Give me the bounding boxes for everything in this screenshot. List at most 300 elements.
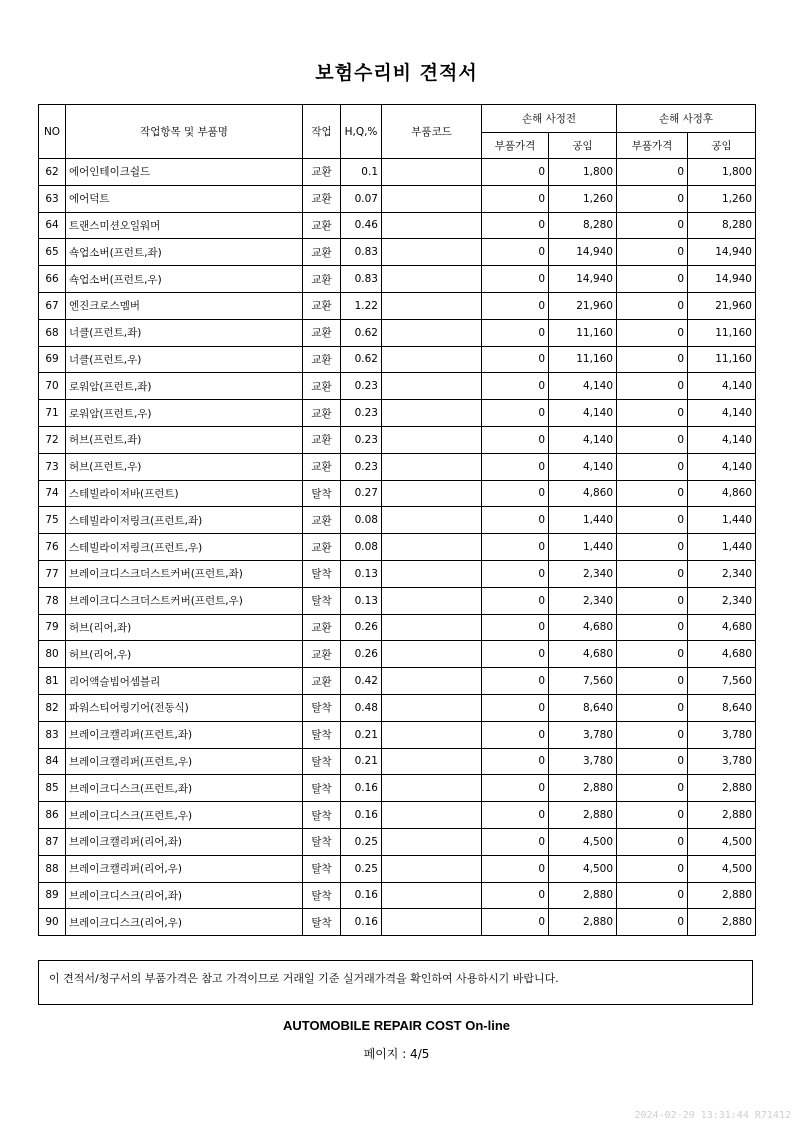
row-before-labor: 4,680: [549, 614, 617, 641]
row-after-part-price: 0: [617, 587, 688, 614]
row-part-code: [382, 480, 482, 507]
row-before-labor: 8,280: [549, 212, 617, 239]
table-row: [39, 534, 756, 561]
row-item-name: 브레이크캘리퍼(프런트,좌): [66, 721, 303, 748]
table-row: [39, 507, 756, 534]
row-work-type: 탈착: [303, 882, 341, 909]
header-row-top: [39, 105, 756, 133]
row-before-part-price: 0: [482, 828, 549, 855]
row-after-labor: 4,140: [688, 373, 756, 400]
row-no: 89: [39, 882, 66, 909]
row-after-labor: 3,780: [688, 721, 756, 748]
row-after-labor: 2,880: [688, 775, 756, 802]
row-after-part-price: 0: [617, 159, 688, 186]
row-item-name: 에어인테이크쉴드: [66, 159, 303, 186]
row-no: 73: [39, 453, 66, 480]
row-item-name: 허브(리어,우): [66, 641, 303, 668]
row-part-code: [382, 346, 482, 373]
row-item-name: 스테빌라이저바(프런트): [66, 480, 303, 507]
row-after-labor: 3,780: [688, 748, 756, 775]
row-work-type: 교환: [303, 212, 341, 239]
row-part-code: [382, 373, 482, 400]
row-before-part-price: 0: [482, 346, 549, 373]
row-after-part-price: 0: [617, 882, 688, 909]
row-after-part-price: 0: [617, 614, 688, 641]
row-before-labor: 2,880: [549, 775, 617, 802]
row-after-part-price: 0: [617, 453, 688, 480]
row-no: 66: [39, 266, 66, 293]
row-work-type: 탈착: [303, 480, 341, 507]
row-after-part-price: 0: [617, 426, 688, 453]
row-before-labor: 1,440: [549, 507, 617, 534]
row-before-labor: 4,500: [549, 855, 617, 882]
row-item-name: 브레이크디스크(프런트,좌): [66, 775, 303, 802]
row-after-labor: 1,440: [688, 534, 756, 561]
header-hq: H,Q,%: [341, 105, 382, 159]
row-item-name: 에어덕트: [66, 185, 303, 212]
row-before-labor: 2,340: [549, 560, 617, 587]
table-row: [39, 775, 756, 802]
row-work-type: 교환: [303, 373, 341, 400]
row-before-part-price: 0: [482, 453, 549, 480]
row-before-part-price: 0: [482, 400, 549, 427]
row-no: 85: [39, 775, 66, 802]
row-before-labor: 3,780: [549, 748, 617, 775]
row-before-part-price: 0: [482, 212, 549, 239]
row-after-part-price: 0: [617, 507, 688, 534]
row-item-name: 브레이크캘리퍼(리어,좌): [66, 828, 303, 855]
row-after-labor: 4,500: [688, 828, 756, 855]
row-hq: 0.23: [341, 373, 382, 400]
row-before-part-price: 0: [482, 507, 549, 534]
row-part-code: [382, 828, 482, 855]
row-hq: 0.23: [341, 400, 382, 427]
table-row: [39, 319, 756, 346]
row-after-part-price: 0: [617, 855, 688, 882]
row-after-labor: 7,560: [688, 668, 756, 695]
row-hq: 0.21: [341, 748, 382, 775]
row-before-part-price: 0: [482, 614, 549, 641]
table-row: [39, 426, 756, 453]
row-after-labor: 2,340: [688, 587, 756, 614]
header-no: NO: [39, 105, 66, 159]
row-part-code: [382, 694, 482, 721]
row-no: 88: [39, 855, 66, 882]
row-hq: 1.22: [341, 292, 382, 319]
row-after-part-price: 0: [617, 775, 688, 802]
row-hq: 0.83: [341, 239, 382, 266]
row-before-labor: 4,500: [549, 828, 617, 855]
table-row: [39, 400, 756, 427]
row-after-part-price: 0: [617, 828, 688, 855]
table-row: [39, 373, 756, 400]
row-part-code: [382, 400, 482, 427]
row-before-part-price: 0: [482, 319, 549, 346]
row-work-type: 교환: [303, 346, 341, 373]
row-before-labor: 2,340: [549, 587, 617, 614]
row-part-code: [382, 641, 482, 668]
row-part-code: [382, 909, 482, 936]
row-before-labor: 4,140: [549, 453, 617, 480]
row-before-labor: 1,260: [549, 185, 617, 212]
table-row: [39, 828, 756, 855]
row-before-part-price: 0: [482, 266, 549, 293]
row-item-name: 허브(프런트,우): [66, 453, 303, 480]
row-after-labor: 4,680: [688, 641, 756, 668]
row-work-type: 탈착: [303, 587, 341, 614]
row-part-code: [382, 212, 482, 239]
row-no: 82: [39, 694, 66, 721]
row-item-name: 브레이크캘리퍼(리어,우): [66, 855, 303, 882]
row-work-type: 탈착: [303, 694, 341, 721]
table-row: [39, 560, 756, 587]
row-part-code: [382, 319, 482, 346]
row-work-type: 탈착: [303, 855, 341, 882]
row-work-type: 탈착: [303, 775, 341, 802]
row-before-labor: 7,560: [549, 668, 617, 695]
row-no: 76: [39, 534, 66, 561]
row-after-part-price: 0: [617, 212, 688, 239]
row-work-type: 교환: [303, 266, 341, 293]
row-before-part-price: 0: [482, 185, 549, 212]
header-work: 작업: [303, 105, 341, 159]
row-work-type: 탈착: [303, 560, 341, 587]
row-before-part-price: 0: [482, 159, 549, 186]
row-hq: 0.1: [341, 159, 382, 186]
table-row: [39, 694, 756, 721]
table-row: [39, 802, 756, 829]
row-after-labor: 2,880: [688, 909, 756, 936]
row-part-code: [382, 266, 482, 293]
row-before-labor: 2,880: [549, 909, 617, 936]
row-item-name: 브레이크디스크더스트커버(프런트,우): [66, 587, 303, 614]
row-no: 87: [39, 828, 66, 855]
row-after-part-price: 0: [617, 400, 688, 427]
row-before-labor: 14,940: [549, 239, 617, 266]
row-after-labor: 2,880: [688, 882, 756, 909]
row-part-code: [382, 587, 482, 614]
row-item-name: 파워스티어링기어(전동식): [66, 694, 303, 721]
row-before-labor: 4,680: [549, 641, 617, 668]
row-work-type: 교환: [303, 159, 341, 186]
row-hq: 0.07: [341, 185, 382, 212]
table-row: [39, 721, 756, 748]
row-after-labor: 8,640: [688, 694, 756, 721]
row-after-labor: 14,940: [688, 266, 756, 293]
row-no: 62: [39, 159, 66, 186]
table-row: [39, 641, 756, 668]
row-before-labor: 1,800: [549, 159, 617, 186]
row-after-part-price: 0: [617, 480, 688, 507]
row-work-type: 교환: [303, 292, 341, 319]
header-after-adjust: 손해 사정후: [617, 105, 756, 133]
row-no: 74: [39, 480, 66, 507]
row-after-part-price: 0: [617, 694, 688, 721]
row-after-labor: 14,940: [688, 239, 756, 266]
row-before-part-price: 0: [482, 802, 549, 829]
row-no: 72: [39, 426, 66, 453]
row-after-part-price: 0: [617, 346, 688, 373]
row-before-part-price: 0: [482, 909, 549, 936]
row-before-part-price: 0: [482, 694, 549, 721]
row-hq: 0.25: [341, 855, 382, 882]
header-item: 작업항목 및 부품명: [66, 105, 303, 159]
row-before-labor: 4,140: [549, 400, 617, 427]
row-work-type: 교환: [303, 641, 341, 668]
row-no: 71: [39, 400, 66, 427]
table-row: [39, 480, 756, 507]
table-row: [39, 587, 756, 614]
row-work-type: 교환: [303, 534, 341, 561]
table-row: [39, 239, 756, 266]
row-part-code: [382, 239, 482, 266]
row-part-code: [382, 507, 482, 534]
row-after-labor: 4,500: [688, 855, 756, 882]
row-item-name: 브레이크캘리퍼(프런트,우): [66, 748, 303, 775]
row-part-code: [382, 855, 482, 882]
row-after-labor: 4,140: [688, 453, 756, 480]
row-hq: 0.42: [341, 668, 382, 695]
row-hq: 0.16: [341, 775, 382, 802]
row-part-code: [382, 453, 482, 480]
row-item-name: 스테빌라이저링크(프런트,좌): [66, 507, 303, 534]
header-part-code: 부품코드: [382, 105, 482, 159]
row-hq: 0.21: [341, 721, 382, 748]
row-after-labor: 4,860: [688, 480, 756, 507]
row-part-code: [382, 721, 482, 748]
row-item-name: 허브(리어,좌): [66, 614, 303, 641]
row-no: 68: [39, 319, 66, 346]
row-item-name: 너클(프런트,좌): [66, 319, 303, 346]
repair-cost-table: [38, 104, 756, 936]
row-before-labor: 8,640: [549, 694, 617, 721]
document-title: 보험수리비 견적서: [315, 62, 478, 84]
row-item-name: 브레이크디스크(리어,우): [66, 909, 303, 936]
row-work-type: 교환: [303, 507, 341, 534]
row-before-part-price: 0: [482, 292, 549, 319]
row-before-part-price: 0: [482, 560, 549, 587]
row-after-labor: 4,680: [688, 614, 756, 641]
row-before-labor: 21,960: [549, 292, 617, 319]
price-notice: 이 견적서/청구서의 부품가격은 참고 가격이므로 거래일 기준 실거래가격을 확인하여 사용하시기 바랍니다.: [38, 960, 753, 1005]
row-no: 70: [39, 373, 66, 400]
row-no: 69: [39, 346, 66, 373]
row-no: 64: [39, 212, 66, 239]
row-work-type: 탈착: [303, 802, 341, 829]
row-hq: 0.27: [341, 480, 382, 507]
row-before-part-price: 0: [482, 721, 549, 748]
header-before-adjust: 손해 사정전: [482, 105, 617, 133]
row-before-part-price: 0: [482, 748, 549, 775]
row-before-part-price: 0: [482, 882, 549, 909]
row-no: 65: [39, 239, 66, 266]
row-no: 81: [39, 668, 66, 695]
row-part-code: [382, 159, 482, 186]
row-hq: 0.26: [341, 614, 382, 641]
row-work-type: 교환: [303, 453, 341, 480]
row-after-part-price: 0: [617, 185, 688, 212]
row-hq: 0.16: [341, 882, 382, 909]
header-after-part-price: 부품가격: [617, 133, 688, 159]
row-item-name: 너클(프런트,우): [66, 346, 303, 373]
row-after-part-price: 0: [617, 266, 688, 293]
header-after-labor: 공임: [688, 133, 756, 159]
row-after-part-price: 0: [617, 641, 688, 668]
row-hq: 0.23: [341, 426, 382, 453]
row-no: 75: [39, 507, 66, 534]
row-no: 80: [39, 641, 66, 668]
row-work-type: 탈착: [303, 909, 341, 936]
row-after-part-price: 0: [617, 292, 688, 319]
header-before-labor: 공임: [549, 133, 617, 159]
row-item-name: 브레이크디스크더스트커버(프런트,좌): [66, 560, 303, 587]
row-item-name: 브레이크디스크(프런트,우): [66, 802, 303, 829]
row-work-type: 교환: [303, 319, 341, 346]
table-row: [39, 668, 756, 695]
row-hq: 0.08: [341, 507, 382, 534]
row-before-labor: 2,880: [549, 882, 617, 909]
row-before-part-price: 0: [482, 480, 549, 507]
row-item-name: 쇽업소버(프런트,좌): [66, 239, 303, 266]
row-after-labor: 1,440: [688, 507, 756, 534]
row-before-part-price: 0: [482, 855, 549, 882]
table-row: [39, 159, 756, 186]
row-part-code: [382, 292, 482, 319]
table-row: [39, 212, 756, 239]
row-work-type: 교환: [303, 400, 341, 427]
row-after-labor: 21,960: [688, 292, 756, 319]
row-before-labor: 3,780: [549, 721, 617, 748]
table-row: [39, 185, 756, 212]
row-before-part-price: 0: [482, 668, 549, 695]
row-after-part-price: 0: [617, 239, 688, 266]
row-part-code: [382, 534, 482, 561]
row-hq: 0.62: [341, 319, 382, 346]
page-number: 페이지 : 4/5: [363, 1047, 430, 1061]
row-after-part-price: 0: [617, 721, 688, 748]
row-work-type: 교환: [303, 614, 341, 641]
row-after-part-price: 0: [617, 668, 688, 695]
row-item-name: 쇽업소버(프런트,우): [66, 266, 303, 293]
row-no: 79: [39, 614, 66, 641]
row-after-part-price: 0: [617, 909, 688, 936]
row-before-part-price: 0: [482, 641, 549, 668]
row-before-labor: 1,440: [549, 534, 617, 561]
row-before-labor: 14,940: [549, 266, 617, 293]
row-item-name: 트랜스미션오일워머: [66, 212, 303, 239]
row-work-type: 탈착: [303, 721, 341, 748]
row-no: 67: [39, 292, 66, 319]
row-before-labor: 11,160: [549, 319, 617, 346]
row-hq: 0.25: [341, 828, 382, 855]
table-row: [39, 292, 756, 319]
row-before-part-price: 0: [482, 587, 549, 614]
row-after-labor: 4,140: [688, 400, 756, 427]
row-work-type: 교환: [303, 426, 341, 453]
row-hq: 0.16: [341, 802, 382, 829]
row-item-name: 허브(프런트,좌): [66, 426, 303, 453]
table-row: [39, 614, 756, 641]
table-row: [39, 453, 756, 480]
row-hq: 0.13: [341, 587, 382, 614]
row-before-labor: 4,140: [549, 373, 617, 400]
row-after-labor: 2,880: [688, 802, 756, 829]
row-no: 84: [39, 748, 66, 775]
row-part-code: [382, 185, 482, 212]
header-before-part-price: 부품가격: [482, 133, 549, 159]
row-hq: 0.16: [341, 909, 382, 936]
table-row: [39, 346, 756, 373]
table-row: [39, 855, 756, 882]
row-hq: 0.46: [341, 212, 382, 239]
row-hq: 0.48: [341, 694, 382, 721]
row-no: 78: [39, 587, 66, 614]
row-hq: 0.23: [341, 453, 382, 480]
row-hq: 0.62: [341, 346, 382, 373]
row-hq: 0.08: [341, 534, 382, 561]
row-after-labor: 8,280: [688, 212, 756, 239]
row-before-part-price: 0: [482, 373, 549, 400]
table-row: [39, 882, 756, 909]
row-before-labor: 2,880: [549, 802, 617, 829]
row-hq: 0.26: [341, 641, 382, 668]
row-after-labor: 4,140: [688, 426, 756, 453]
row-part-code: [382, 426, 482, 453]
row-before-labor: 11,160: [549, 346, 617, 373]
row-after-labor: 2,340: [688, 560, 756, 587]
row-after-labor: 1,260: [688, 185, 756, 212]
row-part-code: [382, 775, 482, 802]
row-after-part-price: 0: [617, 802, 688, 829]
row-item-name: 로워암(프런트,좌): [66, 373, 303, 400]
table-row: [39, 909, 756, 936]
row-part-code: [382, 614, 482, 641]
row-part-code: [382, 668, 482, 695]
row-item-name: 로워암(프런트,우): [66, 400, 303, 427]
footer-title: AUTOMOBILE REPAIR COST On-line: [282, 1018, 511, 1033]
row-after-part-price: 0: [617, 534, 688, 561]
row-work-type: 탈착: [303, 748, 341, 775]
row-after-part-price: 0: [617, 748, 688, 775]
row-no: 77: [39, 560, 66, 587]
row-item-name: 리어액슬빔어셈블리: [66, 668, 303, 695]
row-before-part-price: 0: [482, 534, 549, 561]
row-after-part-price: 0: [617, 319, 688, 346]
row-part-code: [382, 802, 482, 829]
row-hq: 0.83: [341, 266, 382, 293]
row-before-part-price: 0: [482, 239, 549, 266]
table-row: [39, 266, 756, 293]
row-after-part-price: 0: [617, 560, 688, 587]
row-work-type: 교환: [303, 185, 341, 212]
row-part-code: [382, 748, 482, 775]
row-work-type: 교환: [303, 668, 341, 695]
row-before-part-price: 0: [482, 775, 549, 802]
row-before-labor: 4,140: [549, 426, 617, 453]
row-no: 83: [39, 721, 66, 748]
row-before-part-price: 0: [482, 426, 549, 453]
row-item-name: 엔진크로스멤버: [66, 292, 303, 319]
print-timestamp: 2024-02-29 13:31:44 R71412: [634, 1110, 791, 1121]
row-no: 90: [39, 909, 66, 936]
row-before-labor: 4,860: [549, 480, 617, 507]
row-part-code: [382, 560, 482, 587]
row-work-type: 교환: [303, 239, 341, 266]
row-item-name: 브레이크디스크(리어,좌): [66, 882, 303, 909]
row-item-name: 스테빌라이저링크(프런트,우): [66, 534, 303, 561]
row-hq: 0.13: [341, 560, 382, 587]
table-row: [39, 748, 756, 775]
